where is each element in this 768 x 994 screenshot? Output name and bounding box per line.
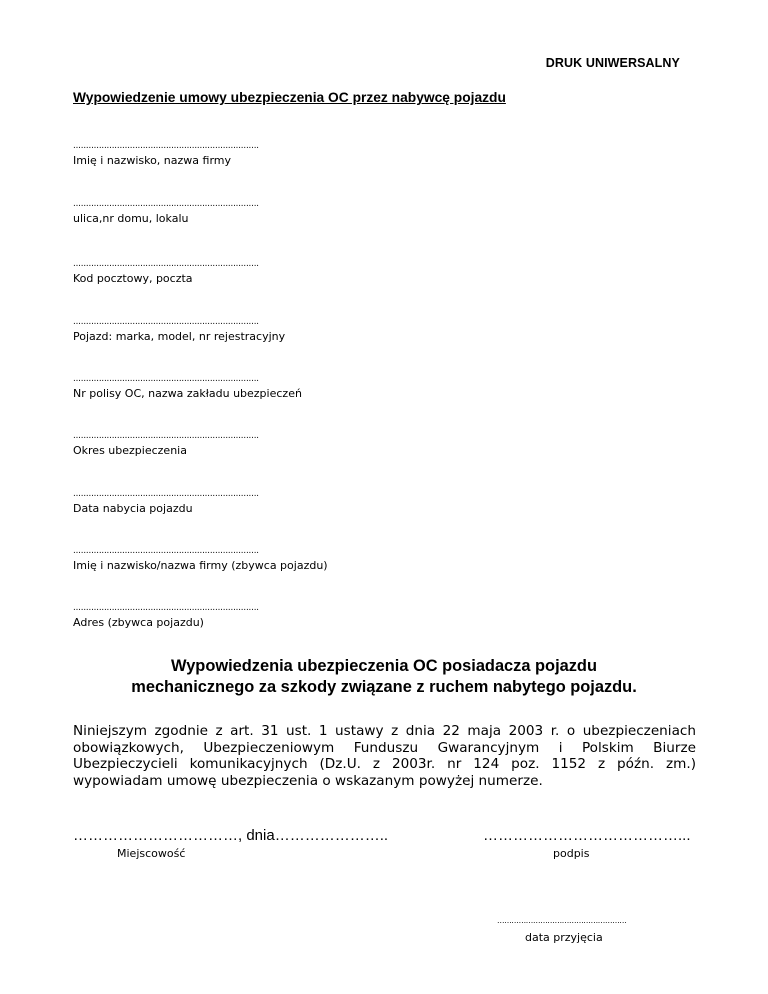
fill-line[interactable]: ........................................................................ <box>73 317 259 327</box>
fill-line[interactable]: ........................................................................ <box>73 489 259 499</box>
fill-line[interactable]: ........................................................................ <box>73 603 259 613</box>
field-postal-code[interactable] <box>73 259 363 285</box>
declaration-text: Niniejszym zgodnie z art. 31 ust. 1 ustawy z dnia 22 maja 2003 r. o ubezpieczeniach obowiązkowych, Ubezpieczeniowym Funduszu Gwarancyjnym i Polskim Biurze Ubezpieczycieli komunikacyjnych (Dz.U. z 2003r. nr 124 poz. 1152 z późn. zm.) wypowiadam umowę ubezpieczenia o wskazanym powyżej numerze. <box>73 723 696 789</box>
received-date-line[interactable]: ……………………………………………… <box>497 916 627 925</box>
field-label: Nr polisy OC, nazwa zakładu ubezpieczeń <box>73 387 302 400</box>
field-label: Data nabycia pojazdu <box>73 502 193 515</box>
field-name[interactable] <box>73 141 363 167</box>
received-date-label: data przyjęcia <box>525 931 603 944</box>
field-seller-address[interactable] <box>73 603 363 629</box>
field-label: Imię i nazwisko/nazwa firmy (zbywca pojazdu) <box>73 559 328 572</box>
field-vehicle[interactable] <box>73 317 363 343</box>
fill-line[interactable]: ........................................................................ <box>73 141 259 151</box>
document-type-label: DRUK UNIWERSALNY <box>545 56 680 70</box>
field-label: Pojazd: marka, model, nr rejestracyjny <box>73 330 286 343</box>
signature-line[interactable]: …………………………………... <box>483 827 691 844</box>
fill-line[interactable]: ........................................................................ <box>73 199 259 209</box>
fill-line[interactable]: ........................................................................ <box>73 259 259 269</box>
place-label: Miejscowość <box>117 847 186 860</box>
field-policy-number[interactable] <box>73 374 363 400</box>
field-label: ulica,nr domu, lokalu <box>73 212 189 225</box>
field-label: Kod pocztowy, poczta <box>73 272 193 285</box>
fill-line[interactable]: ........................................................................ <box>73 431 259 441</box>
fill-line[interactable]: ........................................................................ <box>73 374 259 384</box>
section-heading-line-1: Wypowiedzenia ubezpieczenia OC posiadacza pojazdu <box>171 657 597 675</box>
document-title: Wypowiedzenie umowy ubezpieczenia OC przez nabywcę pojazdu <box>73 90 506 105</box>
field-label: Imię i nazwisko, nazwa firmy <box>73 154 232 167</box>
field-street[interactable] <box>73 199 363 225</box>
field-label: Okres ubezpieczenia <box>73 444 187 457</box>
field-purchase-date[interactable] <box>73 489 363 515</box>
signature-label: podpis <box>553 847 590 860</box>
section-heading-line-2: mechanicznego za szkody związane z ruchem nabytego pojazdu. <box>131 678 637 696</box>
field-label: Adres (zbywca pojazdu) <box>73 616 204 629</box>
field-insurance-period[interactable] <box>73 431 363 457</box>
place-date-line[interactable]: ……………………………, dnia………………….. <box>73 827 389 844</box>
field-seller-name[interactable] <box>73 546 363 572</box>
fill-line[interactable]: ........................................................................ <box>73 546 259 556</box>
